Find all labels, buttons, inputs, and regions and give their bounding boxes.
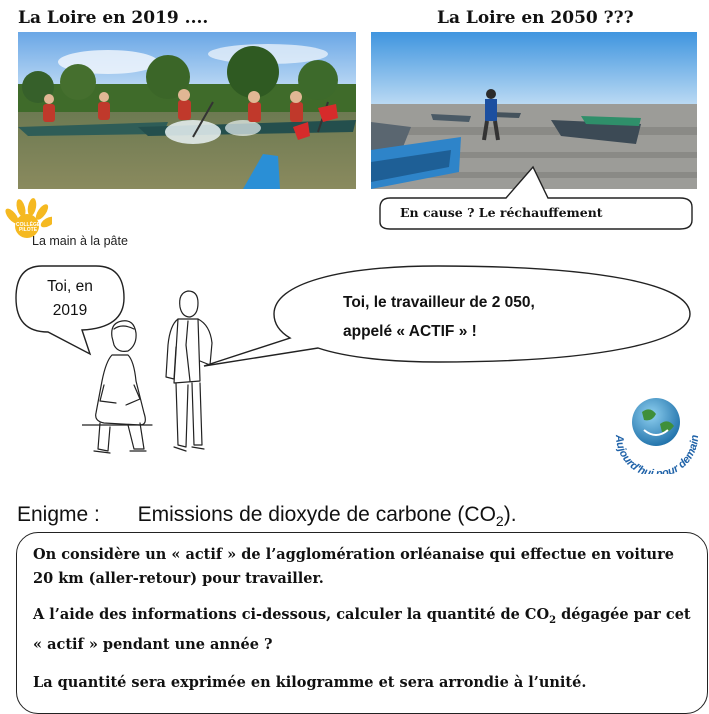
problem-p2-part-b: dégagée par cet « actif » pendant une année ?: [33, 606, 691, 653]
enigme-title-sub: 2: [495, 513, 504, 530]
photo-loire-2019: [18, 32, 356, 189]
title-2050: La Loire en 2050 ???: [437, 8, 634, 28]
figures-illustration: [82, 285, 222, 465]
kid-bubble-line-1: Toi, en: [47, 278, 93, 295]
problem-text: [33, 543, 693, 695]
problem-paragraph-2: [33, 603, 693, 657]
adult-bubble-line-1: Toi, le travailleur de 2 050,: [343, 294, 535, 311]
enigme-heading: [17, 503, 517, 529]
enigme-label: Enigme :: [17, 503, 100, 526]
adult-bubble-text: [343, 288, 535, 346]
title-2019: La Loire en 2019 ....: [18, 8, 209, 28]
problem-p2-sub: 2: [549, 614, 557, 626]
logo-badge: COLLÈGE PILOTE: [16, 222, 41, 233]
kid-bubble-line-2: 2019: [52, 302, 88, 319]
problem-p2-part-a: A l’aide des informations ci-dessous, calculer la quantité de CO: [33, 606, 550, 623]
planet-logo-text: Aujourd'hui pour demain: [612, 434, 702, 474]
problem-paragraph-1: On considère un « actif » de l’agglomération orléanaise qui effectue en voiture 20 km (aller-retour) pour travailler.: [33, 546, 674, 587]
logo-name: La main à la pâte: [32, 234, 128, 248]
caption-text: [378, 205, 694, 220]
enigme-title: Emissions de dioxyde de carbone (CO: [137, 503, 496, 526]
adult-bubble-line-2: appelé « ACTIF » !: [343, 323, 477, 340]
earth-icon: [606, 388, 706, 474]
logo-planet: [606, 388, 706, 474]
logo-main-a-la-pate: [2, 198, 132, 250]
caption-bubble: [378, 165, 694, 231]
enigme-title-end: ).: [503, 503, 517, 526]
problem-paragraph-3: La quantité sera exprimée en kilogramme et sera arrondie à l’unité.: [33, 673, 587, 691]
caption-label: En cause ? Le réchauffement: [400, 205, 603, 220]
